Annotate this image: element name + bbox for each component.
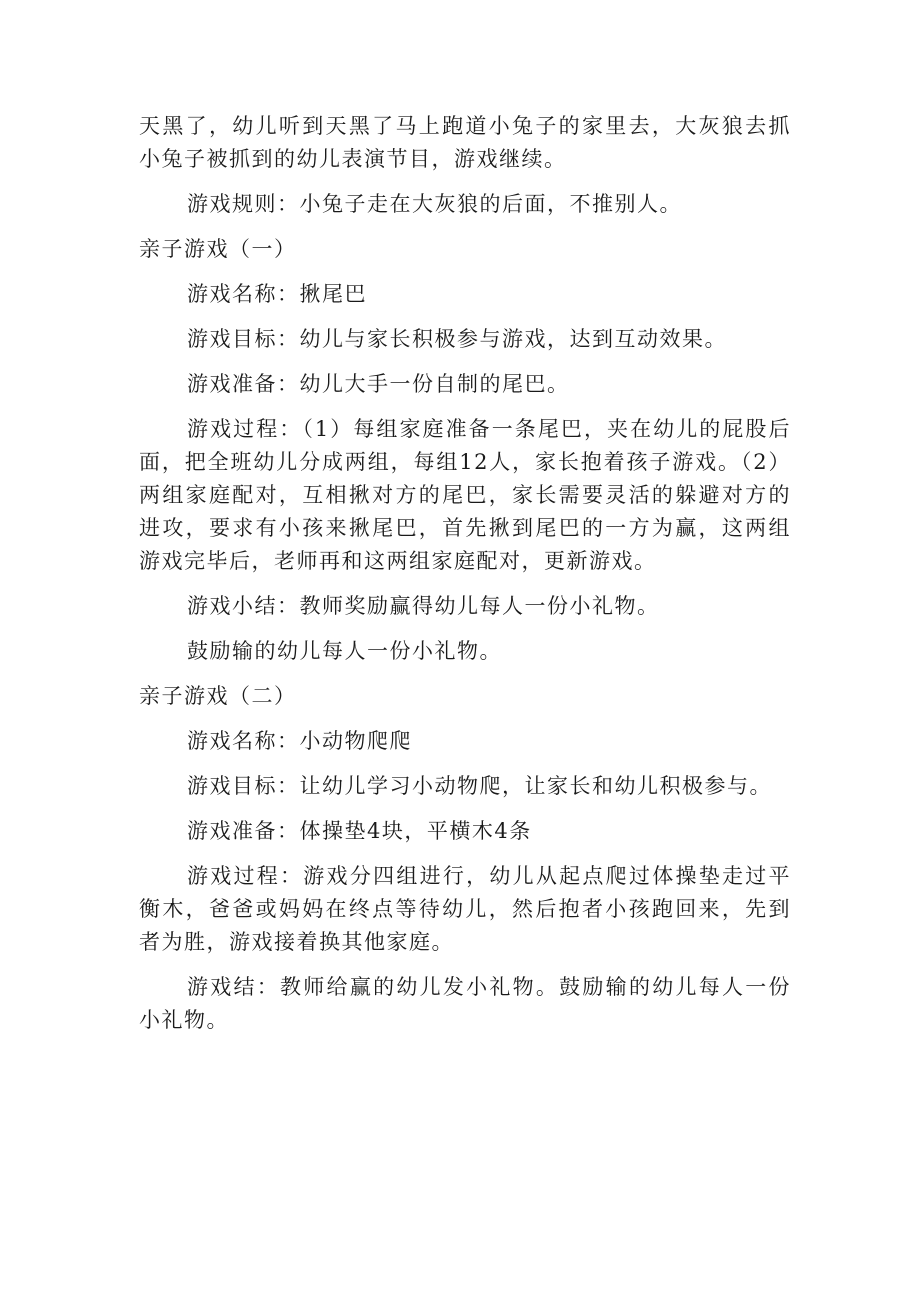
paragraph-encourage-1: 鼓励输的幼儿每人一份小礼物。 [187,639,502,663]
document-page [139,110,791,1049]
paragraph-game-prep-1: 游戏准备：幼儿大手一份自制的尾巴。 [187,372,570,396]
section-heading-parent-child-game-2: 亲子游戏（二） [139,684,297,708]
paragraph-game-name-2: 游戏名称：小动物爬爬 [187,729,412,753]
paragraph-game-goal-2: 游戏目标：让幼儿学习小动物爬，让家长和幼儿积极参与。 [187,774,772,798]
paragraph-game-name-1: 游戏名称：揪尾巴 [187,282,367,306]
paragraph-game-process-1: 游戏过程：（1）每组家庭准备一条尾巴，夹在幼儿的屁股后面，把全班幼儿分成两组，每组12人，家长抱着孩子游戏。（2）两组家庭配对，互相揪对方的尾巴，家长需要灵活的躲避对方的进攻，要求有小孩来揪尾巴，首先揪到尾巴的一方为赢，这两组游戏完毕后，老师再和这两组家庭配对，更新游戏。 [139,417,791,573]
paragraph-game-goal-1: 游戏目标：幼儿与家长积极参与游戏，达到互动效果。 [187,327,727,351]
paragraph-game-summary-1: 游戏小结：教师奖励赢得幼儿每人一份小礼物。 [187,594,660,618]
paragraph-game-prep-2: 游戏准备：体操垫4块，平横木4条 [187,819,532,843]
paragraph-game-rules: 游戏规则：小兔子走在大灰狼的后面，不推别人。 [187,192,682,216]
paragraph-game-conclusion-2: 游戏结：教师给赢的幼儿发小礼物。鼓励输的幼儿每人一份小礼物。 [139,975,791,1032]
section-heading-parent-child-game-1: 亲子游戏（一） [139,237,297,261]
paragraph-game-process-2: 游戏过程：游戏分四组进行，幼儿从起点爬过体操垫走过平衡木，爸爸或妈妈在终点等待幼儿，然后抱者小孩跑回来，先到者为胜，游戏接着换其他家庭。 [139,864,791,954]
paragraph-continuation: 天黑了，幼儿听到天黑了马上跑道小兔子的家里去，大灰狼去抓小兔子被抓到的幼儿表演节目，游戏继续。 [139,114,791,171]
